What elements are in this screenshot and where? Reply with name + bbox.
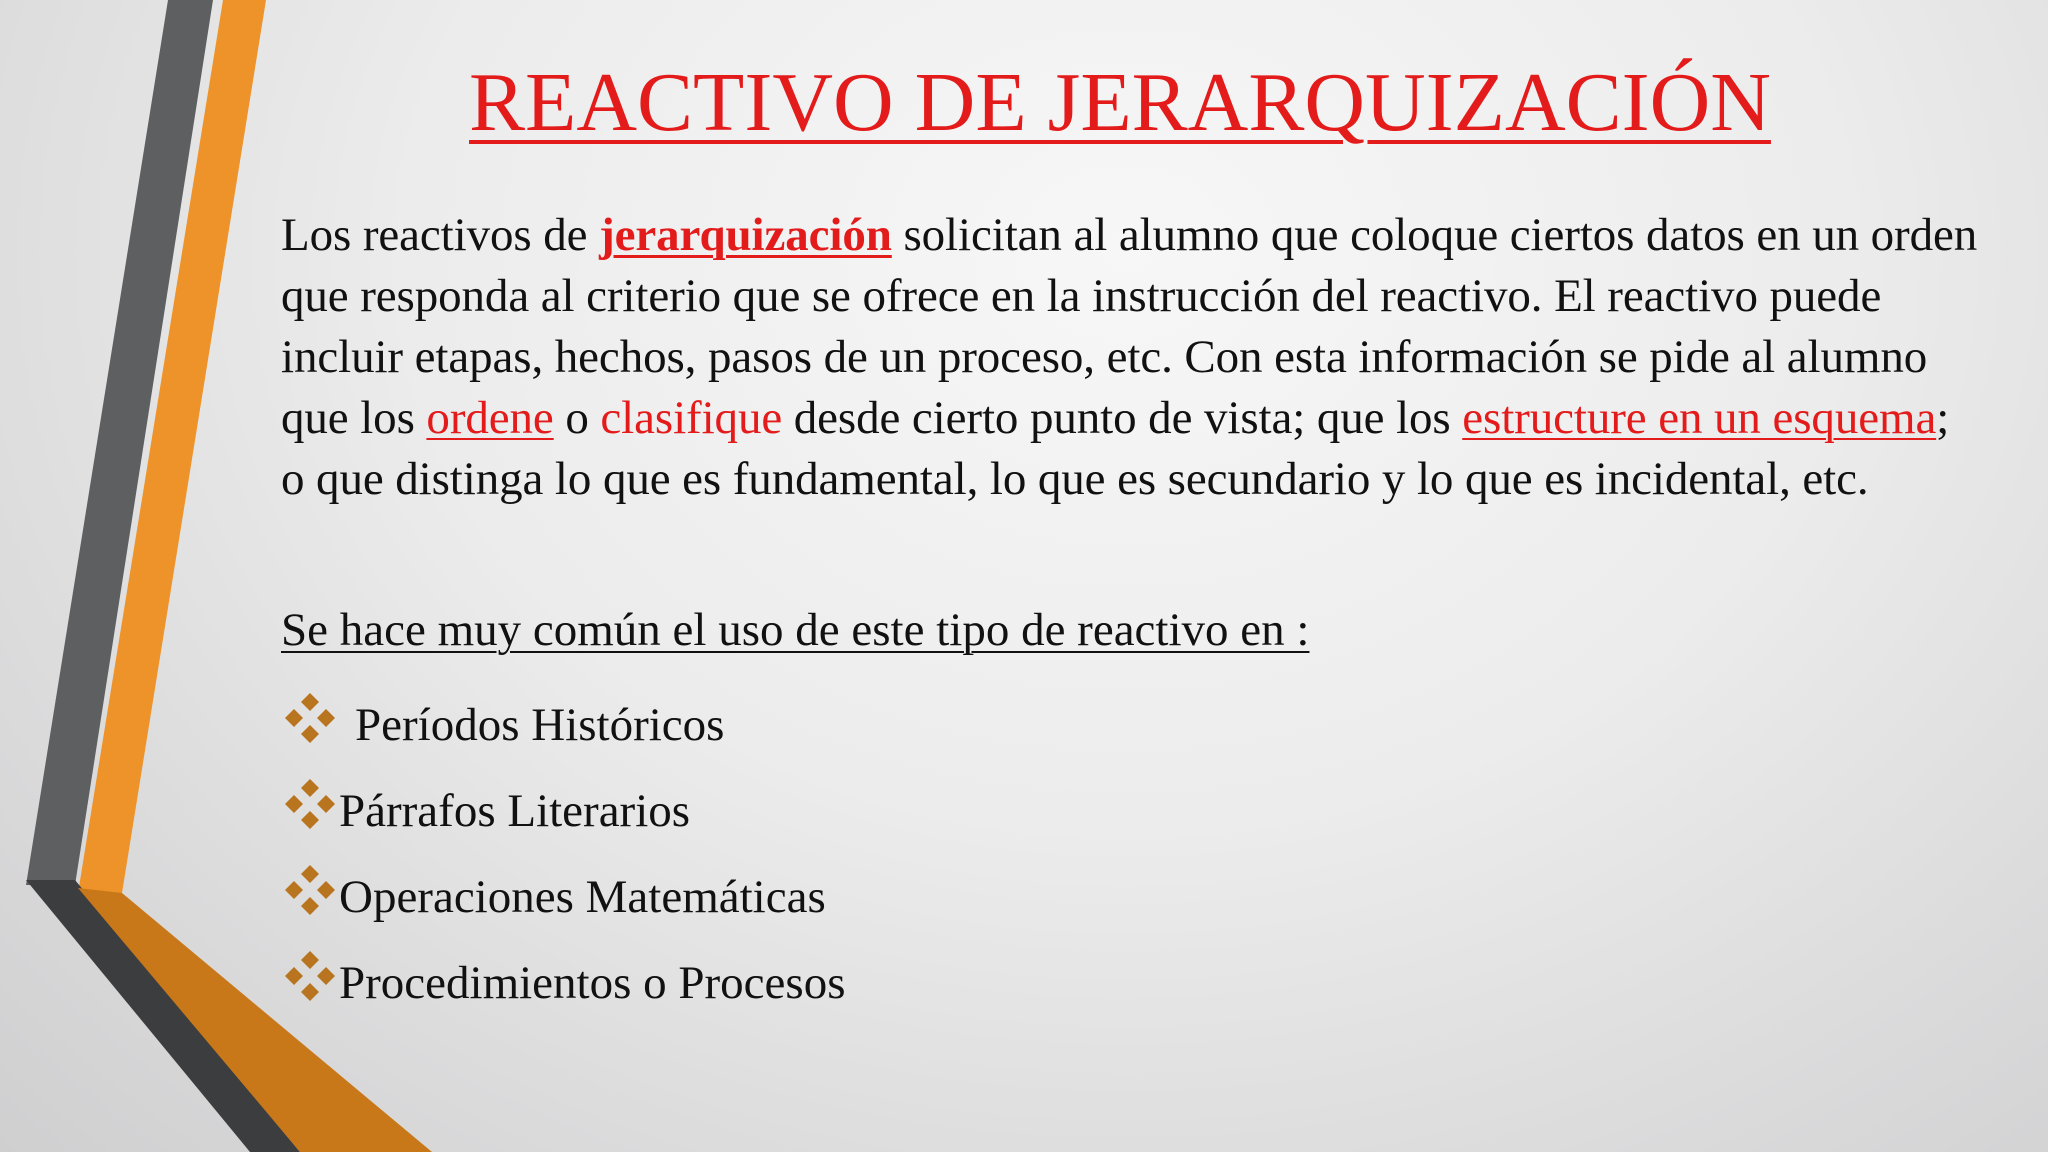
- list-item: [281, 768, 846, 854]
- paragraph-part-3: o: [553, 392, 601, 444]
- paragraph-part-2: solicitan al alumno que coloque ciertos datos en un orden que responda al criterio que se ofrece en la instrucción del reactivo. El reactivo puede incluir etapas, hechos, pasos de un proceso, etc. Con esta información se pide al alumno que los: [281, 209, 1978, 444]
- usage-list: [281, 682, 846, 1026]
- list-item: [281, 940, 846, 1026]
- definition-paragraph: [281, 205, 1981, 510]
- paragraph-part-4: desde cierto punto de vista; que los: [782, 392, 1463, 444]
- usage-heading: Se hace muy común el uso de este tipo de reactivo en :: [281, 604, 1310, 656]
- diamond-cluster-icon: [281, 689, 339, 747]
- diamond-cluster-icon: [281, 775, 339, 833]
- slide-title: REACTIVO DE JERARQUIZACIÓN: [469, 56, 1771, 149]
- keyword-clasifique: clasifique: [600, 392, 783, 444]
- list-item: [281, 682, 846, 768]
- paragraph-part-5: ; o que distinga lo que es fundamental, lo que es secundario y lo que es incidental, etc.: [281, 392, 1950, 505]
- keyword-ordene: ordene: [426, 392, 554, 444]
- list-item-label: Párrafos Literarios: [339, 785, 691, 837]
- paragraph-intro: Los reactivos de: [281, 209, 600, 261]
- list-item-label: Procedimientos o Procesos: [339, 957, 846, 1009]
- diamond-cluster-icon: [281, 947, 339, 1005]
- keyword-estructure: estructure en un esquema: [1462, 392, 1937, 444]
- list-item-label: Operaciones Matemáticas: [339, 871, 826, 923]
- diamond-cluster-icon: [281, 861, 339, 919]
- list-item-label: Períodos Históricos: [355, 699, 725, 751]
- list-item: [281, 854, 846, 940]
- keyword-jerarquizacion: jerarquización: [599, 209, 892, 261]
